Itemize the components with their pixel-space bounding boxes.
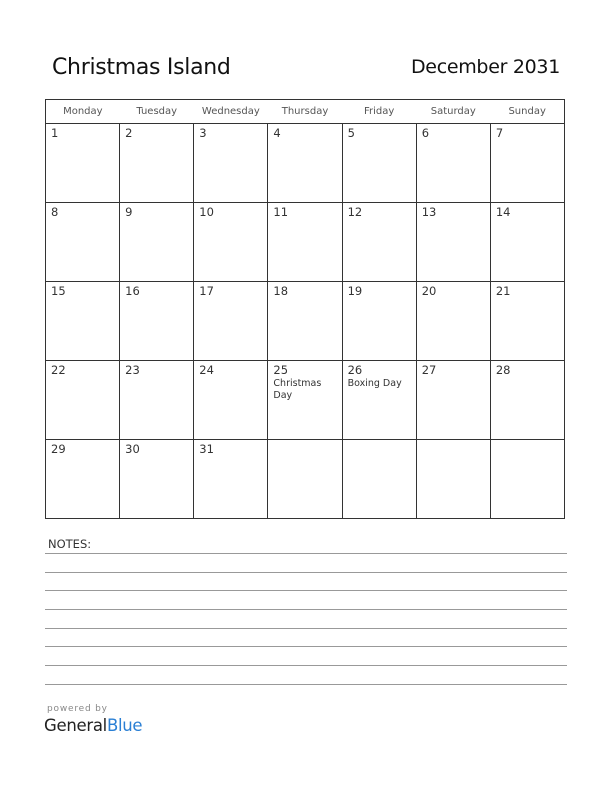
day-number: 12 xyxy=(347,205,363,219)
weekday-thursday: Thursday xyxy=(268,100,342,124)
day-number: 4 xyxy=(273,126,281,140)
day-cell-15 xyxy=(46,282,120,361)
day-cell-18 xyxy=(268,282,342,361)
note-line xyxy=(45,590,567,591)
day-number: 16 xyxy=(125,284,140,298)
calendar-grid xyxy=(45,99,565,519)
day-cell-28 xyxy=(490,361,564,440)
day-number: 6 xyxy=(421,126,430,140)
day-number: 25 xyxy=(273,363,289,377)
brand-general: General xyxy=(44,716,107,735)
day-cell-20 xyxy=(416,282,490,361)
day-cell-26 xyxy=(342,361,416,440)
day-cell-16 xyxy=(120,282,194,361)
empty-day-cell xyxy=(268,440,342,519)
day-number: 30 xyxy=(125,442,140,456)
day-cell-27 xyxy=(416,361,490,440)
day-cell-19 xyxy=(342,282,416,361)
empty-day-cell xyxy=(342,440,416,519)
day-cell-22 xyxy=(46,361,120,440)
note-line xyxy=(45,572,567,573)
calendar-month-title: December 2031 xyxy=(410,56,560,78)
day-cell-3 xyxy=(194,124,268,203)
weekday-friday: Friday xyxy=(342,100,416,124)
day-cell-13 xyxy=(416,203,490,282)
weekday-wednesday: Wednesday xyxy=(194,100,268,124)
weekday-header-row xyxy=(46,100,565,124)
day-number: 23 xyxy=(125,363,140,377)
calendar-week-row xyxy=(46,282,565,361)
day-number: 24 xyxy=(199,363,214,377)
day-cell-24 xyxy=(194,361,268,440)
holiday-label: Christmas Day xyxy=(273,378,322,401)
day-number: 2 xyxy=(125,126,133,140)
generalblue-logo[interactable] xyxy=(44,716,142,735)
weekday-monday: Monday xyxy=(46,100,120,124)
weekday-sunday: Sunday xyxy=(490,100,564,124)
note-line xyxy=(45,646,567,647)
day-number: 8 xyxy=(51,205,59,219)
calendar-week-row xyxy=(46,440,565,519)
note-line xyxy=(45,628,567,629)
calendar-country-title: Christmas Island xyxy=(52,55,231,80)
powered-by-text: powered by xyxy=(47,704,108,714)
day-number: 9 xyxy=(125,205,133,219)
day-cell-8 xyxy=(46,203,120,282)
day-cell-31 xyxy=(194,440,268,519)
day-cell-9 xyxy=(120,203,194,282)
day-number: 26 xyxy=(347,363,363,377)
day-cell-30 xyxy=(120,440,194,519)
calendar-week-row xyxy=(46,361,565,440)
day-number: 22 xyxy=(51,363,66,377)
day-number: 20 xyxy=(421,284,437,298)
day-number: 19 xyxy=(347,284,363,298)
day-number: 10 xyxy=(199,205,214,219)
calendar-week-row xyxy=(46,124,565,203)
notes-label: NOTES: xyxy=(48,537,92,551)
day-number: 17 xyxy=(199,284,214,298)
day-cell-21 xyxy=(490,282,564,361)
day-cell-12 xyxy=(342,203,416,282)
day-cell-10 xyxy=(194,203,268,282)
note-line xyxy=(45,665,567,666)
weekday-tuesday: Tuesday xyxy=(120,100,194,124)
day-number: 1 xyxy=(51,126,59,140)
note-line xyxy=(45,684,567,685)
day-cell-6 xyxy=(416,124,490,203)
day-number: 15 xyxy=(51,284,66,298)
day-number: 5 xyxy=(347,126,355,140)
day-cell-23 xyxy=(120,361,194,440)
day-cell-25 xyxy=(268,361,342,440)
calendar-week-row xyxy=(46,203,565,282)
day-number: 3 xyxy=(199,126,207,140)
day-cell-29 xyxy=(46,440,120,519)
day-number: 14 xyxy=(495,205,511,219)
day-number: 7 xyxy=(495,126,504,140)
day-cell-1 xyxy=(46,124,120,203)
day-number: 13 xyxy=(421,205,437,219)
day-number: 18 xyxy=(273,284,289,298)
day-number: 27 xyxy=(421,363,437,377)
empty-day-cell xyxy=(490,440,564,519)
day-cell-4 xyxy=(268,124,342,203)
day-cell-7 xyxy=(490,124,564,203)
holiday-label: Boxing Day xyxy=(347,378,402,389)
day-cell-2 xyxy=(120,124,194,203)
day-cell-5 xyxy=(342,124,416,203)
empty-day-cell xyxy=(416,440,490,519)
day-number: 28 xyxy=(495,363,511,377)
note-line xyxy=(45,553,567,554)
day-number: 31 xyxy=(199,442,214,456)
note-line xyxy=(45,609,567,610)
brand-blue: Blue xyxy=(106,716,143,735)
day-cell-11 xyxy=(268,203,342,282)
day-cell-17 xyxy=(194,282,268,361)
day-number: 21 xyxy=(495,284,511,298)
day-number: 29 xyxy=(51,442,66,456)
day-cell-14 xyxy=(490,203,564,282)
day-number: 11 xyxy=(273,205,289,219)
weekday-saturday: Saturday xyxy=(416,100,490,124)
